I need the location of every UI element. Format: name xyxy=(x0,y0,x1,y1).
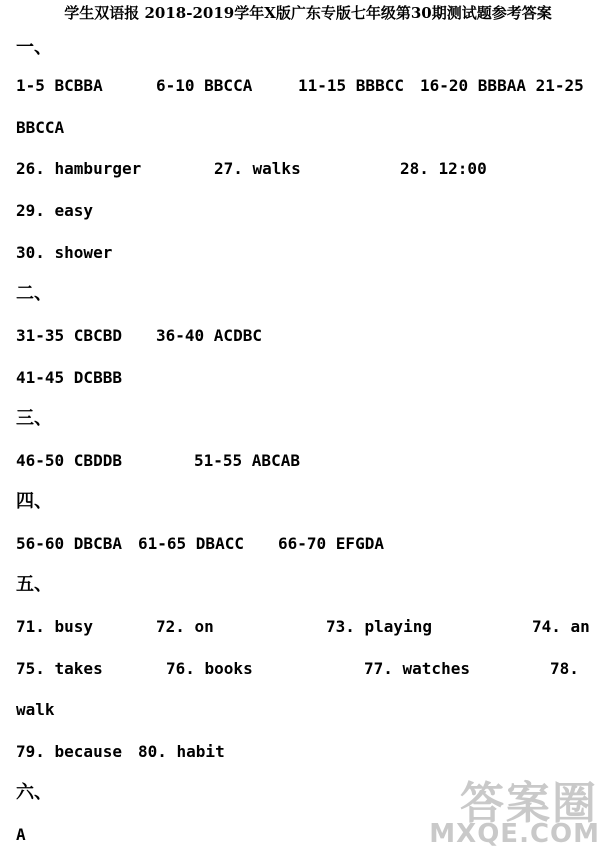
answer-group: 61-65 DBACC xyxy=(138,534,244,553)
watermark-logo xyxy=(426,767,606,849)
answer-item: 71. busy xyxy=(16,617,94,636)
section-3-heading: 三、 xyxy=(16,408,52,429)
section-1-heading: 一、 xyxy=(16,37,52,58)
answer-item: 73. playing xyxy=(326,617,432,636)
answer-row xyxy=(16,615,606,639)
answer-group: 16-20 BBBAA 21-25 xyxy=(420,76,584,95)
answer-group: 6-10 BBCCA xyxy=(156,76,253,95)
answer-item: 26. hamburger xyxy=(16,159,142,178)
section-6-heading: 六、 xyxy=(16,782,52,803)
answer-item: 72. on xyxy=(156,617,214,636)
answer-group: 41-45 DCBBB xyxy=(16,368,122,387)
answer-group: 46-50 CBDDB xyxy=(16,451,122,470)
answer-item: 30. shower xyxy=(16,243,113,262)
answer-item: 29. easy xyxy=(16,201,94,220)
answer-row xyxy=(16,657,606,681)
document-title: 学生双语报 2018-2019学年X版广东专版七年级第30期测试题参考答案 xyxy=(64,4,552,22)
answer-row xyxy=(16,532,606,556)
section-2-heading: 二、 xyxy=(16,283,52,304)
watermark-url: MXQE.COM xyxy=(429,819,600,849)
section-4-heading: 四、 xyxy=(16,491,52,512)
answer-item: A xyxy=(16,825,26,844)
answer-item: 77. watches xyxy=(364,659,470,678)
answer-item: walk xyxy=(16,700,55,719)
answer-group: 36-40 ACDBC xyxy=(156,326,262,345)
answer-row xyxy=(16,324,606,348)
section-5-heading: 五、 xyxy=(16,574,52,595)
answer-row: BBCCA xyxy=(16,118,65,137)
answer-item: 75. takes xyxy=(16,659,103,678)
answer-item: 28. 12:00 xyxy=(400,159,487,178)
answer-group: 51-55 ABCAB xyxy=(194,451,300,470)
answer-item: 78. xyxy=(550,659,579,678)
answer-group: 1-5 BCBBA xyxy=(16,76,103,95)
answer-item: 27. walks xyxy=(214,159,301,178)
answer-row xyxy=(16,74,606,98)
answer-row xyxy=(16,740,606,764)
answer-group: 66-70 EFGDA xyxy=(278,534,384,553)
answer-group: 31-35 CBCBD xyxy=(16,326,122,345)
answer-group: 11-15 BBBCC xyxy=(298,76,404,95)
answer-row xyxy=(16,157,606,181)
answer-item: 79. because xyxy=(16,742,122,761)
answer-group: 56-60 DBCBA xyxy=(16,534,122,553)
watermark-text: 答案圈 xyxy=(460,778,598,829)
answer-item: 76. books xyxy=(166,659,253,678)
answer-item: 80. habit xyxy=(138,742,225,761)
answer-item: 74. an xyxy=(532,617,590,636)
answer-row xyxy=(16,449,606,473)
